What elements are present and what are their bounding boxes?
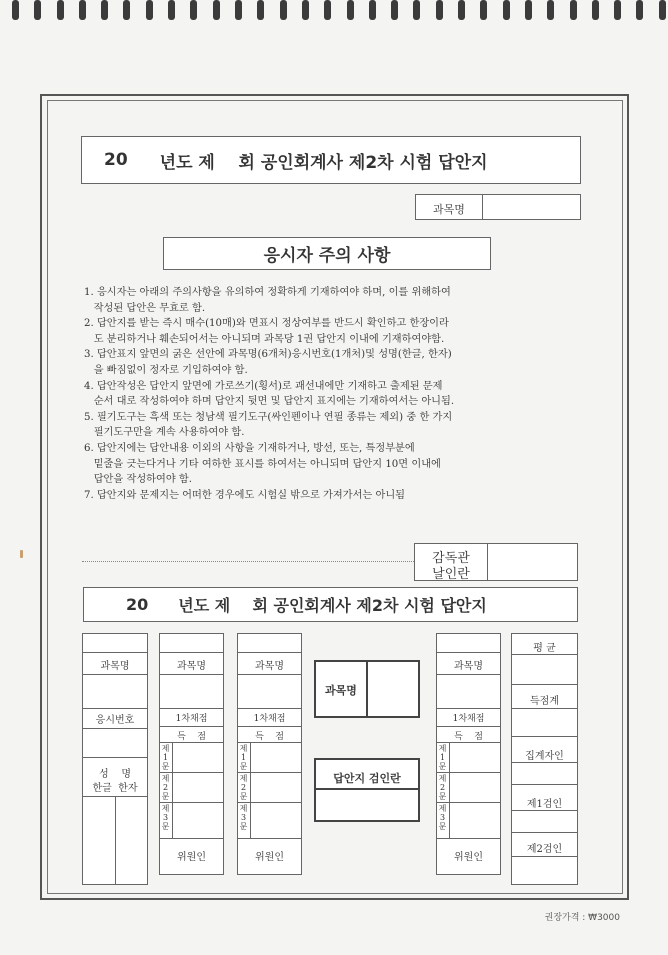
subject-name-box — [415, 194, 581, 220]
notice-line: 1. 응시자는 아래의 주의사항을 유의하여 정확하게 기재하여야 하며, 이를 위해하여 — [84, 287, 451, 298]
col5-score-label: 득 점 — [454, 732, 483, 742]
binding-ring — [592, 0, 599, 20]
binding-ring — [280, 0, 287, 20]
notice-title-box — [163, 237, 491, 270]
cut-line — [82, 561, 414, 562]
col2-member: 위원인 — [177, 852, 206, 863]
notice-line: 도 분리하거나 훼손되어서는 아니되며 과목당 1권 답안지 이내에 기재하여야함. — [84, 333, 445, 345]
name-kor-chn-label: 한글 한자 — [92, 783, 138, 794]
binding-ring — [168, 0, 175, 20]
binding-ring — [503, 0, 510, 20]
top-title-year: 20 — [104, 150, 128, 170]
col3-subject-label: 과목명 — [255, 661, 284, 672]
col5-q1: 제1문 — [438, 744, 447, 771]
inspection-label: 답안지 검인란 — [333, 772, 401, 785]
notice-line: 순서 대로 작성하여야 하며 답안지 뒷면 및 답안지 표지에는 기재하여서는 아니됨. — [84, 396, 455, 408]
answer-sheet-inspection-box — [314, 758, 420, 822]
notice-line: 3. 답안표지 앞면의 굵은 선안에 과목명(6개처)응시번호(1개처)및 성명(한글, 한자) — [84, 349, 452, 361]
col5-q2: 제2문 — [438, 774, 447, 801]
binding-ring — [347, 0, 354, 20]
binding-ring — [235, 0, 242, 20]
price-label: 권장가격 : ₩3000 — [544, 913, 620, 923]
subject-name-label: 과목명 — [433, 203, 465, 216]
binding-ring — [436, 0, 443, 20]
binding-ring — [636, 0, 643, 20]
binding-ring — [369, 0, 376, 20]
notice-line: 6. 답안지에는 답안내용 이외의 사항을 기재하거나, 방선, 또는, 특정부분에 — [84, 442, 415, 454]
center-subject-box — [314, 660, 420, 718]
col2-q3: 제3문 — [161, 804, 170, 831]
col5-member: 위원인 — [454, 852, 483, 863]
col2-q2: 제2문 — [161, 774, 170, 801]
notice-line: 필기도구만을 계속 사용하여야 함. — [84, 427, 245, 439]
binding-ring — [659, 0, 666, 20]
binding-ring — [146, 0, 153, 20]
binding-ring — [480, 0, 487, 20]
notice-title: 응시자 주의 사항 — [263, 246, 391, 266]
binding-ring — [123, 0, 130, 20]
binding-ring — [614, 0, 621, 20]
grading-column-2 — [237, 633, 302, 875]
binding-ring — [79, 0, 86, 20]
col2-first-grade: 1차채점 — [175, 714, 208, 724]
exam-number-label: 응시번호 — [95, 715, 135, 726]
subject-name-field[interactable] — [483, 195, 580, 219]
binding-ring — [391, 0, 398, 20]
binding-ring — [570, 0, 577, 20]
bottom-title-box — [83, 587, 578, 622]
binding-ring — [525, 0, 532, 20]
notice-list — [84, 285, 584, 503]
name-label: 성 명 — [98, 769, 132, 780]
notice-line: 작성된 답안은 무효로 함. — [84, 302, 206, 314]
supervisor-seal-box — [414, 543, 578, 581]
binding-ring — [257, 0, 264, 20]
applicant-column — [82, 633, 148, 885]
notice-line: 2. 답안지를 받는 즉시 매수(10매)와 면표시 정상여부를 반드시 확인하고 한장이라 — [84, 318, 449, 330]
col3-member: 위원인 — [255, 852, 284, 863]
col3-q3: 제3문 — [239, 804, 248, 831]
col2-subject-label: 과목명 — [177, 661, 206, 672]
col3-q1: 제1문 — [239, 744, 248, 771]
center-subject-label: 과목명 — [325, 684, 357, 697]
grading-column-1 — [159, 633, 224, 875]
col3-q2: 제2문 — [239, 774, 248, 801]
supervisor-label-2: 날인란 — [432, 567, 470, 582]
col2-score-label: 득 점 — [177, 732, 206, 742]
col5-q3: 제3문 — [438, 804, 447, 831]
col2-q1: 제1문 — [161, 744, 170, 771]
supervisor-label-1: 감독관 — [432, 551, 470, 566]
margin-mark — [20, 550, 23, 558]
col1-subject-label: 과목명 — [100, 661, 130, 672]
second-check-label: 제2검인 — [526, 844, 563, 855]
total-score-label: 득점계 — [530, 696, 559, 707]
binding-ring — [413, 0, 420, 20]
col5-first-grade: 1차채점 — [452, 714, 485, 724]
col3-score-label: 득 점 — [255, 732, 284, 742]
notice-line: 7. 답안지와 문제지는 어떠한 경우에도 시험실 밖으로 가져가서는 아니됨 — [84, 489, 406, 501]
binding-ring — [190, 0, 197, 20]
binding-ring — [458, 0, 465, 20]
notice-line: 을 빠짐없이 정자로 기입하여야 함. — [84, 364, 248, 376]
binding-ring — [101, 0, 108, 20]
binding-ring — [34, 0, 41, 20]
top-title-text: 년도 제 회 공인회계사 제2차 시험 답안지 — [159, 152, 488, 173]
bottom-title-text: 년도 제 회 공인회계사 제2차 시험 답안지 — [178, 596, 487, 615]
binding-ring — [12, 0, 19, 20]
notice-line: 4. 답안작성은 답안지 앞면에 가로쓰기(횡서)로 괘선내에만 기재하고 출제된 문제 — [84, 380, 443, 392]
notice-line: 밑줄을 긋는다거나 기타 여하한 표시를 하여서는 아니되며 답안지 10면 이내에 — [84, 458, 441, 470]
average-label: 평 균 — [533, 643, 556, 654]
inspection-field[interactable] — [316, 790, 418, 820]
notice-line: 답안을 작성하여야 함. — [84, 474, 192, 486]
notice-line: 5. 필기도구는 흑색 또는 청남색 필기도구(싸인펜이나 연필 종류는 제외) 중 한 가지 — [84, 411, 453, 423]
supervisor-seal-field[interactable] — [488, 544, 577, 580]
grading-column-3 — [436, 633, 501, 875]
binding-ring — [213, 0, 220, 20]
center-subject-field[interactable] — [369, 662, 418, 716]
totals-column — [511, 633, 578, 885]
col3-first-grade: 1차채점 — [253, 714, 286, 724]
binding-ring — [547, 0, 554, 20]
tallier-label: 집계자인 — [525, 751, 564, 762]
col5-subject-label: 과목명 — [454, 661, 483, 672]
binding-ring — [57, 0, 64, 20]
first-check-label: 제1검인 — [526, 799, 563, 810]
binding-ring — [324, 0, 331, 20]
top-title-box — [81, 136, 581, 184]
binding-ring — [302, 0, 309, 20]
bottom-title-year: 20 — [126, 595, 149, 614]
